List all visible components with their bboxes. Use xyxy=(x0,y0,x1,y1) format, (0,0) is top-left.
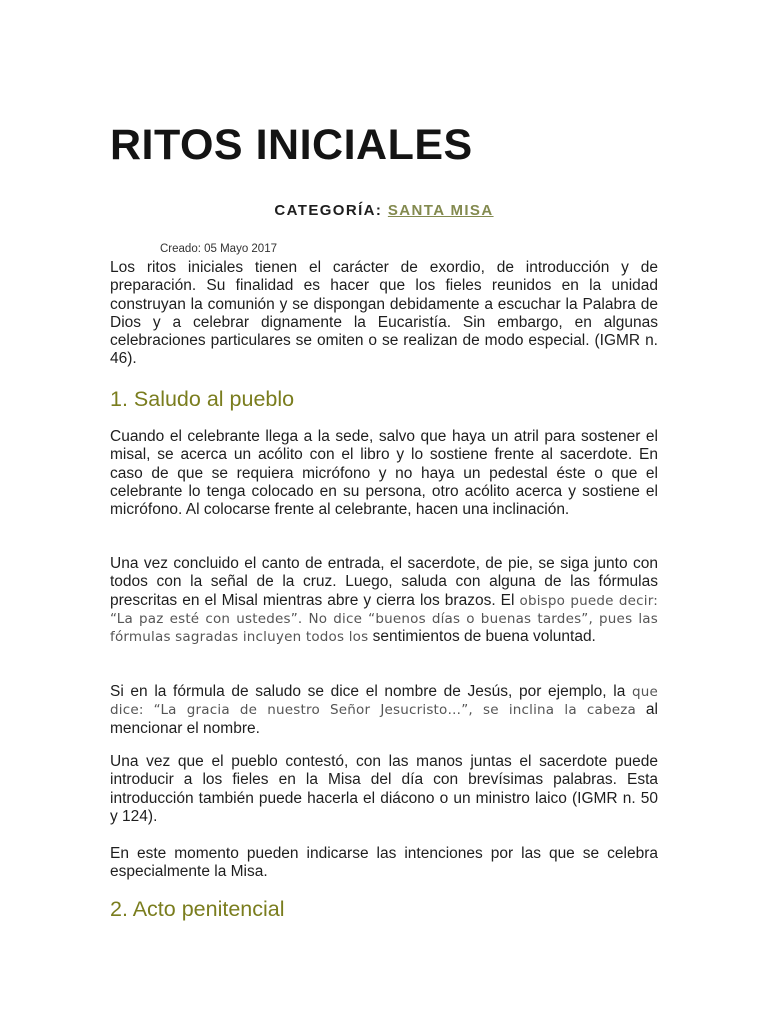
paragraph-saludo-2a: Una vez concluido el canto de entrada, el sacerdote, de pie, se siga junto con todos con la señal de la cruz. Luego, saluda con alguna de las fórmulas prescritas en el Misal mientras abre y cierra los brazos. El xyxy=(110,555,658,609)
paragraph-saludo-4: Una vez que el pueblo contestó, con las manos juntas el sacerdote puede introducir a los fieles en la Misa del día con brevísimas palabras. Esta introducción también puede hacerla el diácono o un ministro laico (IGMR n. 50 y 124). xyxy=(110,753,658,825)
section-heading-acto-penitencial: 2. Acto penitencial xyxy=(110,897,285,921)
category-line xyxy=(0,202,768,219)
paragraph-saludo-1: Cuando el celebrante llega a la sede, salvo que haya un atril para sostener el misal, se acerca un acólito con el libro y lo sostiene frente al sacerdote. En caso de que se requiera micrófono y no haya un pedestal éste o que el celebrante lo tenga colocado en su persona, otro acólito acerca y sostiene el micrófono. Al colocarse frente al celebrante, hacen una inclinación. xyxy=(110,428,658,519)
paragraph-saludo-3 xyxy=(110,683,658,738)
paragraph-saludo-3c: al mencionar el nombre. xyxy=(110,701,658,737)
category-link[interactable]: SANTA MISA xyxy=(387,202,494,219)
paragraph-saludo-2 xyxy=(110,555,658,646)
paragraph-saludo-3a: Si en la fórmula de saludo se dice el nombre de Jesús, por ejemplo, la xyxy=(110,683,632,700)
page-title: RITOS INICIALES xyxy=(110,121,473,169)
section-heading-saludo: 1. Saludo al pueblo xyxy=(110,387,295,411)
paragraph-saludo-2c: sentimientos de buena voluntad. xyxy=(368,628,596,646)
intro-paragraph: Los ritos iniciales tienen el carácter de exordio, de introducción y de preparación. Su finalidad es hacer que los fieles reunidos en la unidad construyan la comunión y se dispongan debidamente a escuchar la Palabra de Dios y a celebrar dignamente la Eucaristía. Sin embargo, en algunas celebraciones particulares se omiten o se realizan de modo especial. (IGMR n. 46). xyxy=(110,259,658,368)
category-label: CATEGORÍA: xyxy=(274,202,383,219)
created-date: Creado: 05 Mayo 2017 xyxy=(160,243,277,255)
paragraph-saludo-2b: obispo puede decir: “La paz esté con ustedes”. No dice “buenos días o buenas tardes”, pues las fórmulas sagradas incluyen todos los xyxy=(110,592,658,646)
paragraph-saludo-3b: que dice: “La gracia de nuestro Señor Jesucristo…”, se inclina la cabeza xyxy=(110,684,658,719)
paragraph-saludo-5: En este momento pueden indicarse las intenciones por las que se celebra especialmente la Misa. xyxy=(110,845,658,881)
